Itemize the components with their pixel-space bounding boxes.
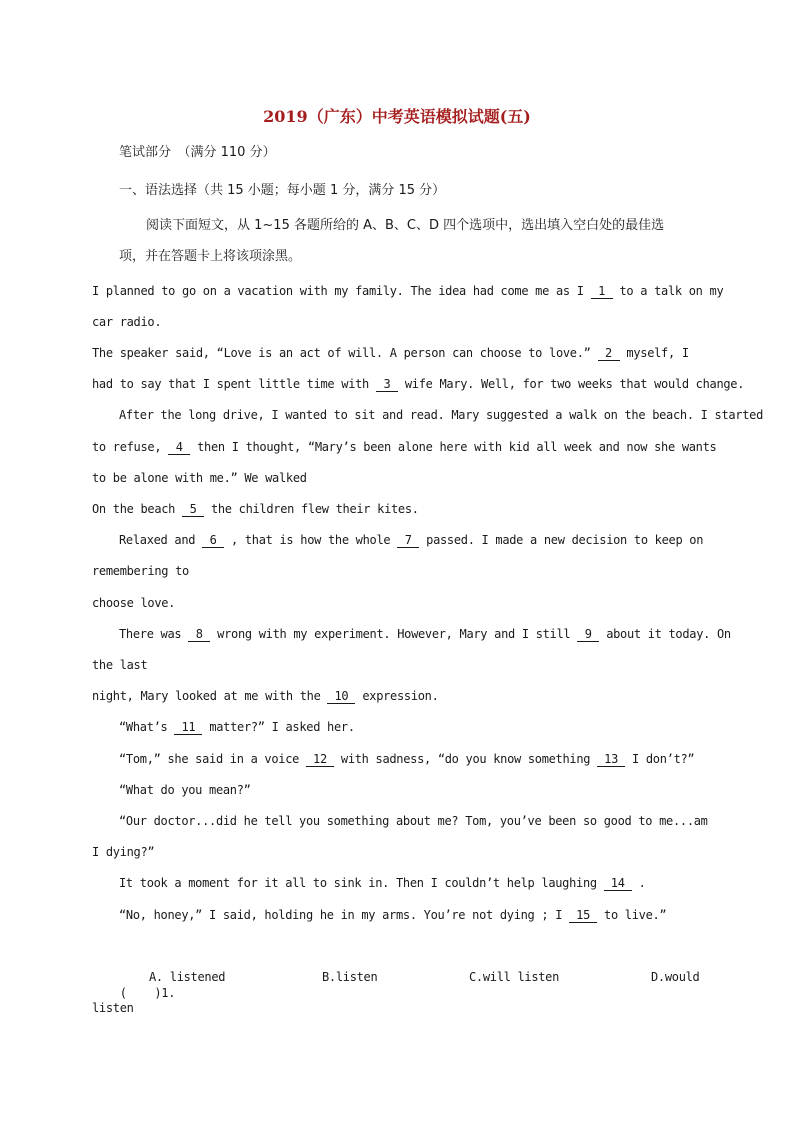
passage-text: wrong with my experiment. However, Mary and I still bbox=[210, 627, 578, 641]
blank-6: 6 bbox=[202, 534, 224, 548]
passage-text: wife Mary. Well, for two weeks that would change. bbox=[397, 377, 745, 391]
option-b: B.listen bbox=[322, 970, 378, 984]
instruction-line-1: 阅读下面短文，从 1~15 各题所给的 A、B、C、D 四个选项中，选出填入空白处的最佳选 bbox=[146, 218, 665, 233]
passage-text: On the beach bbox=[92, 502, 183, 516]
blank-1: 1 bbox=[591, 285, 613, 299]
passage-line bbox=[92, 376, 744, 392]
blank-8: 8 bbox=[188, 628, 210, 642]
passage-text: , that is how the whole bbox=[224, 533, 398, 547]
blank-2: 2 bbox=[598, 347, 620, 361]
passage-line: to be alone with me.” We walked bbox=[92, 471, 307, 485]
option-d-wrap: listen bbox=[92, 1001, 134, 1015]
blank-14: 14 bbox=[604, 877, 632, 891]
option-c: C.will listen bbox=[469, 970, 560, 984]
page-title: 2019（广东）中考英语模拟试题(五) bbox=[263, 107, 531, 126]
blank-10: 10 bbox=[327, 690, 355, 704]
blank-12: 12 bbox=[306, 753, 334, 767]
blank-11: 11 bbox=[174, 721, 202, 735]
passage-text: to refuse, bbox=[92, 440, 169, 454]
blank-5: 5 bbox=[182, 503, 204, 517]
passage-line: I dying?” bbox=[92, 845, 155, 859]
passage-text: about it today. On bbox=[599, 627, 731, 641]
passage-text: The speaker said, “Love is an act of will. A person can choose to love.” bbox=[92, 346, 598, 360]
passage-text: There was bbox=[119, 627, 189, 641]
passage-line: remembering to bbox=[92, 564, 189, 578]
option-d: D.would bbox=[651, 970, 700, 984]
passage-text: myself, I bbox=[619, 346, 689, 360]
passage-text: I don’t?” bbox=[625, 752, 695, 766]
passage-line bbox=[119, 626, 731, 642]
passage-text: to a talk on my bbox=[612, 284, 724, 298]
blank-4: 4 bbox=[168, 441, 190, 455]
passage-line: choose love. bbox=[92, 596, 176, 610]
passage-text: the children flew their kites. bbox=[204, 502, 419, 516]
passage-text: night, Mary looked at me with the bbox=[92, 689, 328, 703]
section-header: 笔试部分 （满分 110 分） bbox=[119, 145, 276, 160]
blank-3: 3 bbox=[376, 378, 398, 392]
passage-text: expression. bbox=[355, 689, 439, 703]
part-one-header: 一、语法选择（共 15 小题；每小题 1 分，满分 15 分） bbox=[119, 183, 446, 198]
instruction-line-2: 项，并在答题卡上将该项涂黑。 bbox=[119, 249, 302, 264]
passage-text: with sadness, “do you know something bbox=[333, 752, 598, 766]
passage-line bbox=[92, 439, 716, 455]
option-a: A. listened bbox=[149, 970, 226, 984]
passage-line: car radio. bbox=[92, 315, 162, 329]
passage-text: I planned to go on a vacation with my family. The idea had come me as I bbox=[92, 284, 591, 298]
passage-text: passed. I made a new decision to keep on bbox=[419, 533, 704, 547]
passage-line: “What do you mean?” bbox=[119, 783, 251, 797]
passage-text: had to say that I spent little time with bbox=[92, 377, 376, 391]
passage-text: matter?” I asked her. bbox=[202, 720, 355, 734]
question-number: 1. bbox=[161, 986, 176, 1000]
passage-line bbox=[119, 532, 703, 548]
blank-15: 15 bbox=[569, 909, 597, 923]
passage-line bbox=[92, 283, 723, 299]
passage-line: “Our doctor...did he tell you something about me? Tom, you’ve been so good to me...am bbox=[119, 814, 708, 828]
passage-text: “Tom,” she said in a voice bbox=[119, 752, 306, 766]
passage-text: to live.” bbox=[597, 908, 667, 922]
passage-line bbox=[119, 719, 355, 735]
passage-text: “What’s bbox=[119, 720, 175, 734]
passage-text: “No, honey,” I said, holding he in my arms. You’re not dying ; I bbox=[119, 908, 570, 922]
blank-7: 7 bbox=[397, 534, 419, 548]
passage-line: After the long drive, I wanted to sit and read. Mary suggested a walk on the beach. I started bbox=[119, 408, 763, 422]
passage-line bbox=[119, 751, 694, 767]
passage-text: It took a moment for it all to sink in. Then I couldn’t help laughing bbox=[119, 876, 604, 890]
passage-line bbox=[119, 875, 646, 891]
blank-9: 9 bbox=[577, 628, 599, 642]
answer-paren[interactable]: ( ) bbox=[119, 986, 162, 1000]
passage-line bbox=[92, 345, 689, 361]
passage-line bbox=[119, 907, 666, 923]
passage-line bbox=[92, 688, 439, 704]
passage-text: then I thought, “Mary’s been alone here with kid all week and now she wants bbox=[190, 440, 717, 454]
blank-13: 13 bbox=[597, 753, 625, 767]
passage-line: the last bbox=[92, 658, 148, 672]
passage-line bbox=[92, 501, 419, 517]
passage-text: . bbox=[631, 876, 646, 890]
passage-text: Relaxed and bbox=[119, 533, 203, 547]
